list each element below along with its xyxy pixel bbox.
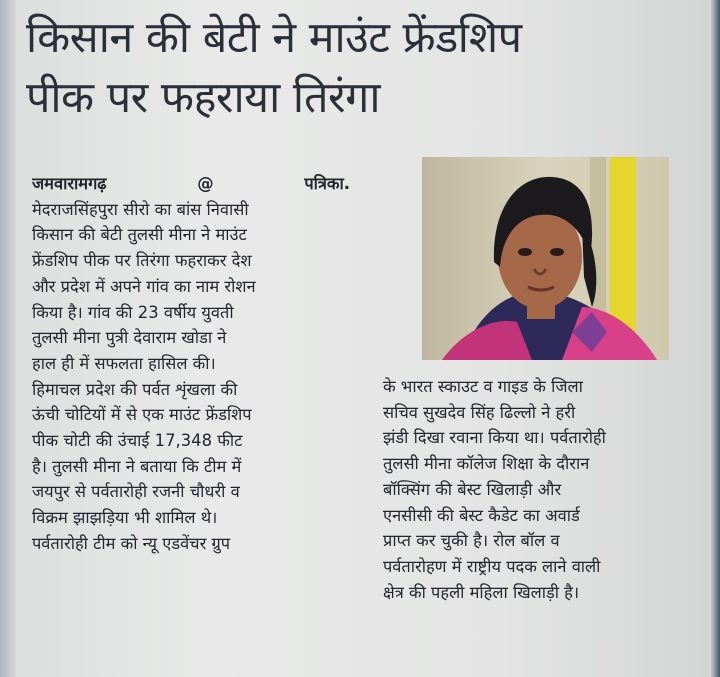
body-line: के भारत स्काउट व गाइड के जिला bbox=[383, 377, 583, 396]
body-line: मेदराजसिंहपुरा सीरो का बांस निवासी bbox=[32, 199, 249, 219]
body-line: है। तुलसी मीना ने बताया कि टीम में bbox=[32, 456, 242, 476]
body-line: ऊंची चोटियों में से एक माउंट फ्रेंडशिप bbox=[32, 405, 252, 425]
portrait-illustration bbox=[422, 157, 669, 360]
body-line: हाल ही में सफलता हासिल की। bbox=[32, 353, 216, 373]
body-line: किसान की बेटी तुलसी मीना ने माउंट bbox=[32, 225, 247, 245]
body-line: क्षेत्र की पहली महिला खिलाड़ी है। bbox=[383, 582, 580, 602]
body-line: सचिव सुखदेव सिंह ढिल्लो ने हरी bbox=[383, 402, 576, 422]
body-line: झंडी दिखा रवाना किया था। पर्वतारोही bbox=[383, 428, 606, 448]
body-line: बॉक्सिंग की बेस्ट खिलाड़ी और bbox=[383, 479, 562, 499]
body-line: फ्रेंडशिप पीक पर तिरंगा फहराकर देश bbox=[32, 251, 252, 271]
dateline bbox=[32, 171, 350, 197]
dateline-at: @ bbox=[197, 174, 214, 193]
body-line: हिमाचल प्रदेश की पर्वत शृंखला की bbox=[32, 379, 238, 399]
article-column-left bbox=[32, 171, 372, 557]
body-line: किया है। गांव की 23 वर्षीय युवती bbox=[32, 302, 234, 322]
body-line: जयपुर से पर्वतारोही रजनी चौधरी व bbox=[32, 482, 240, 502]
headline-line-1: किसान की बेटी ने माउंट फ्रेंडशिप bbox=[26, 13, 522, 63]
headline-line-2: पीक पर फहराया तिरंगा bbox=[26, 73, 380, 123]
article-column-right bbox=[383, 374, 713, 605]
body-line: प्राप्त कर चुकी है। रोल बॉल व bbox=[383, 531, 560, 551]
headline bbox=[26, 8, 706, 128]
body-line: तुलसी मीना कॉलेज शिक्षा के दौरान bbox=[383, 454, 590, 474]
body-line: पर्वतारोहण में राष्ट्रीय पदक लाने वाली bbox=[383, 556, 601, 576]
body-line: विक्रम झाझड़िया भी शामिल थे। bbox=[32, 508, 218, 528]
body-line: पर्वतारोही टीम को न्यू एडवेंचर ग्रुप bbox=[32, 533, 231, 553]
dateline-place: जमवारामगढ़ bbox=[32, 174, 107, 193]
portrait-photo bbox=[422, 157, 669, 360]
body-line: एनसीसी की बेस्ट कैडेट का अवार्ड bbox=[383, 505, 580, 525]
body-line: और प्रदेश में अपने गांव का नाम रोशन bbox=[32, 276, 256, 296]
body-line: तुलसी मीना पुत्री देवाराम खोडा ने bbox=[32, 328, 227, 348]
body-line: पीक चोटी की उंचाई 17,348 फीट bbox=[32, 431, 243, 451]
dateline-source: पत्रिका. bbox=[304, 174, 350, 193]
page-edge-shadow bbox=[0, 0, 16, 677]
